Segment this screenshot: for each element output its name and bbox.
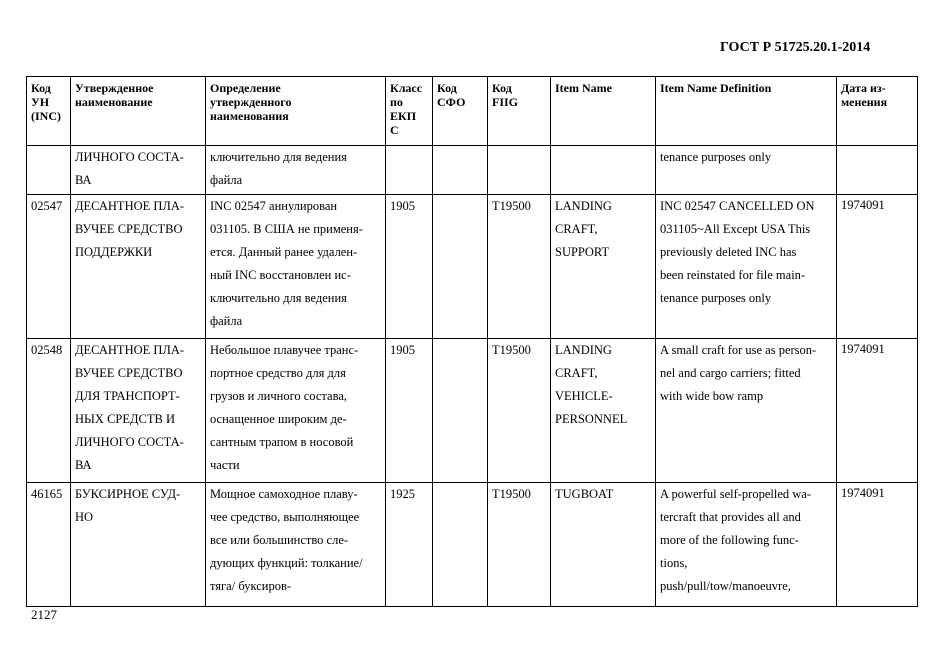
table-body [27, 146, 918, 607]
cell-line: ключительно для ведения [210, 291, 347, 305]
cell-line: Небольшое плавучее транс- [210, 343, 359, 357]
cell-line: тяга/ буксиров- [210, 579, 292, 593]
column-header-item-name [551, 77, 656, 146]
header-line: ЕКП [390, 109, 417, 123]
cell-fiig-code [488, 339, 551, 483]
cell-line: been reinstated for file main- [660, 268, 806, 282]
header-line: Определение [210, 81, 281, 95]
cell-line: ВА [75, 173, 92, 187]
cell-line: TUGBOAT [555, 487, 614, 501]
header-line: менения [841, 95, 888, 109]
cell-line: INC 02547 аннулирован [210, 199, 338, 213]
cell-line: ный INC восстановлен ис- [210, 268, 351, 282]
cell-line: tenance purposes only [660, 150, 772, 164]
cell-change-date [837, 339, 918, 483]
cell-line: файла [210, 314, 243, 328]
cell-definition-ru [206, 483, 386, 607]
cell-fiig-code [488, 195, 551, 339]
column-header-sfo-code [433, 77, 488, 146]
cell-value: 02547 [31, 199, 63, 213]
page-number: 2127 [31, 607, 57, 622]
cell-name-ru [71, 483, 206, 607]
header-line: Item Name Definition [660, 81, 772, 95]
cell-line: 031105. В США не применя- [210, 222, 363, 236]
cell-line: файла [210, 173, 243, 187]
cell-item-name [551, 339, 656, 483]
header-line: Утвержденное [75, 81, 154, 95]
cell-inc [27, 146, 71, 195]
cell-line: ется. Данный ранее удален- [210, 245, 358, 259]
header-line: Дата из- [841, 81, 886, 95]
cell-value: 1974091 [841, 486, 885, 500]
cell-value: T19500 [492, 487, 531, 501]
cell-name-ru [71, 195, 206, 339]
cell-line: грузов и личного состава, [210, 389, 347, 403]
header-line: наименование [75, 95, 153, 109]
header-line: по [390, 95, 403, 109]
header-line: Item Name [555, 81, 612, 95]
cell-sfo-code [433, 146, 488, 195]
cell-inc [27, 339, 71, 483]
cell-line: A small craft for use as person- [660, 343, 817, 357]
cell-line: LANDING [555, 343, 612, 357]
cell-line: НО [75, 510, 94, 524]
cell-item-name-definition [656, 483, 837, 607]
cell-change-date [837, 195, 918, 339]
cell-item-name [551, 146, 656, 195]
table-row [27, 483, 918, 607]
column-header-fiig-code [488, 77, 551, 146]
cell-line: more of the following func- [660, 533, 799, 547]
cell-line: ключительно для ведения [210, 150, 347, 164]
column-header-item-name-definition [656, 77, 837, 146]
cell-line: nel and cargo carriers; fitted [660, 366, 801, 380]
cell-change-date [837, 483, 918, 607]
cell-line: все или большинство сле- [210, 533, 349, 547]
cell-line: ПОДДЕРЖКИ [75, 245, 153, 259]
column-header-inc [27, 77, 71, 146]
table-row [27, 339, 918, 483]
cell-inc [27, 483, 71, 607]
cell-definition-ru [206, 195, 386, 339]
cell-line: INC 02547 CANCELLED ON [660, 199, 815, 213]
cell-line: ДЕСАНТНОЕ ПЛА- [75, 199, 185, 213]
cell-line: tercraft that provides all and [660, 510, 801, 524]
cell-value: 1925 [390, 487, 415, 501]
cell-value: 46165 [31, 487, 63, 501]
cell-fiig-code [488, 483, 551, 607]
header-line: наименования [210, 109, 289, 123]
cell-line: PERSONNEL [555, 412, 628, 426]
column-header-change-date [837, 77, 918, 146]
cell-name-ru [71, 146, 206, 195]
cell-ekps-class [386, 195, 433, 339]
cell-item-name-definition [656, 339, 837, 483]
cell-line: ВУЧЕЕ СРЕДСТВО [75, 366, 183, 380]
cell-line: A powerful self-propelled wa- [660, 487, 811, 501]
header-line: FIIG [492, 95, 519, 109]
cell-item-name [551, 195, 656, 339]
cell-line: 031105~All Except USA This [660, 222, 811, 236]
header-line: Код [437, 81, 457, 95]
header-line: С [390, 123, 399, 137]
cell-fiig-code [488, 146, 551, 195]
cell-line: оснащенное широким де- [210, 412, 347, 426]
cell-change-date [837, 146, 918, 195]
nomenclature-table [26, 76, 918, 607]
cell-line: ДЛЯ ТРАНСПОРТ- [75, 389, 180, 403]
table-header-row [27, 77, 918, 146]
header-line: УН [31, 95, 50, 109]
cell-value: 02548 [31, 343, 63, 357]
cell-line: части [210, 458, 240, 472]
cell-line: tions, [660, 556, 688, 570]
cell-line: сантным трапом в носовой [210, 435, 354, 449]
cell-line: previously deleted INC has [660, 245, 797, 259]
cell-line: ДЕСАНТНОЕ ПЛА- [75, 343, 185, 357]
cell-inc [27, 195, 71, 339]
cell-sfo-code [433, 339, 488, 483]
column-header-ekps-class [386, 77, 433, 146]
cell-line: SUPPORT [555, 245, 610, 259]
cell-line: Мощное самоходное плаву- [210, 487, 358, 501]
cell-line: НЫХ СРЕДСТВ И [75, 412, 175, 426]
header-line: Класс [390, 81, 423, 95]
header-line: Код [492, 81, 512, 95]
cell-item-name-definition [656, 195, 837, 339]
header-line: (INC) [31, 109, 61, 123]
cell-line: VEHICLE- [555, 389, 613, 403]
cell-line: push/pull/tow/manoeuvre, [660, 579, 791, 593]
header-line: утвержденного [210, 95, 292, 109]
cell-line: ЛИЧНОГО СОСТА- [75, 150, 184, 164]
cell-line: дующих функций: толкание/ [210, 556, 363, 570]
cell-value: 1974091 [841, 198, 885, 212]
cell-value: 1905 [390, 199, 415, 213]
table-row [27, 195, 918, 339]
header-line: СФО [437, 95, 466, 109]
cell-definition-ru [206, 146, 386, 195]
cell-ekps-class [386, 146, 433, 195]
cell-line: ЛИЧНОГО СОСТА- [75, 435, 184, 449]
cell-definition-ru [206, 339, 386, 483]
cell-line: БУКСИРНОЕ СУД- [75, 487, 181, 501]
cell-line: tenance purposes only [660, 291, 772, 305]
cell-sfo-code [433, 483, 488, 607]
cell-line: ВА [75, 458, 92, 472]
cell-item-name-definition [656, 146, 837, 195]
document-header: ГОСТ Р 51725.20.1-2014 [720, 40, 871, 55]
column-header-definition-ru [206, 77, 386, 146]
cell-item-name [551, 483, 656, 607]
cell-ekps-class [386, 483, 433, 607]
cell-line: ВУЧЕЕ СРЕДСТВО [75, 222, 183, 236]
cell-value: 1974091 [841, 342, 885, 356]
cell-ekps-class [386, 339, 433, 483]
header-line: Код [31, 81, 51, 95]
cell-line: CRAFT, [555, 366, 598, 380]
cell-value: T19500 [492, 343, 531, 357]
cell-value: T19500 [492, 199, 531, 213]
cell-name-ru [71, 339, 206, 483]
cell-sfo-code [433, 195, 488, 339]
cell-line: LANDING [555, 199, 612, 213]
cell-line: CRAFT, [555, 222, 598, 236]
table-row [27, 146, 918, 195]
cell-line: with wide bow ramp [660, 389, 764, 403]
cell-value: 1905 [390, 343, 415, 357]
cell-line: портное средство для для [210, 366, 346, 380]
cell-line: чее средство, выполняющее [210, 510, 360, 524]
column-header-name-ru [71, 77, 206, 146]
